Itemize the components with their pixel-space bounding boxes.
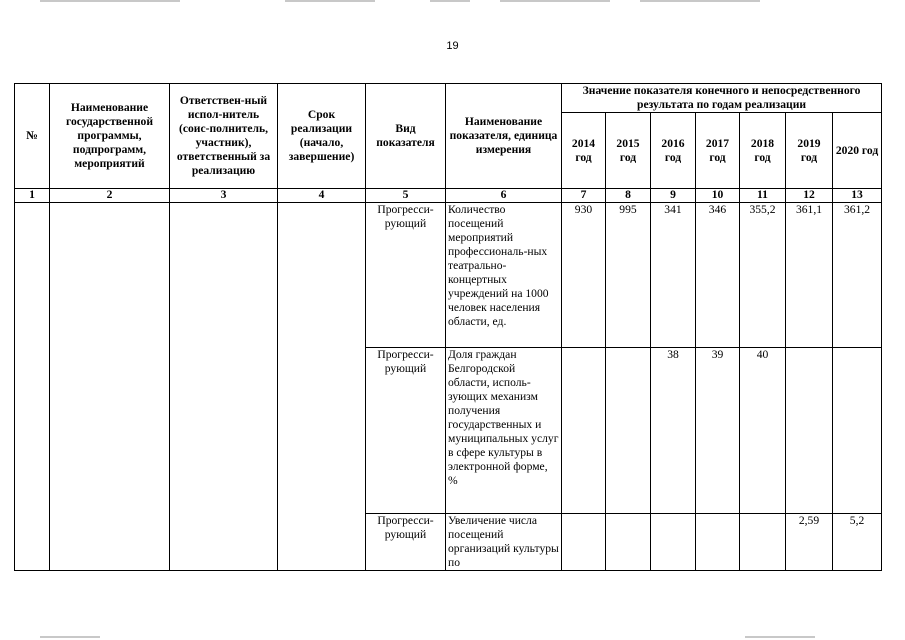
scan-edge-top-3	[430, 0, 470, 2]
header-year: 2020 год	[833, 113, 882, 189]
value-cell	[651, 514, 696, 571]
header-year: 2015 год	[606, 113, 651, 189]
value-cell	[606, 348, 651, 514]
value-cell: 5,2	[833, 514, 882, 571]
indicator-kind: Прогресси-рующий	[366, 348, 446, 514]
value-cell: 361,1	[786, 203, 833, 348]
value-cell: 995	[606, 203, 651, 348]
column-number: 9	[651, 189, 696, 203]
value-cell: 361,2	[833, 203, 882, 348]
header-num: №	[15, 84, 50, 189]
column-number: 2	[50, 189, 170, 203]
header-values-group: Значение показателя конечного и непосредственного результата по годам реализации	[562, 84, 882, 113]
column-number: 6	[446, 189, 562, 203]
column-number: 3	[170, 189, 278, 203]
header-program: Наименование государственной программы, подпрограмм, мероприятий	[50, 84, 170, 189]
indicator-name: Количество посещений мероприятий профессиональ-ных театрально-концертных учреждений на 1000 человек населения области, ед.	[446, 203, 562, 348]
cell-program-empty	[50, 203, 170, 571]
column-number-row	[15, 189, 882, 203]
value-cell: 930	[562, 203, 606, 348]
cell-period-empty	[278, 203, 366, 571]
table-row	[15, 203, 882, 348]
cell-responsible-empty	[170, 203, 278, 571]
column-number: 5	[366, 189, 446, 203]
indicator-name-text: Увеличение числа посещений организаций культуры по	[448, 514, 559, 569]
value-cell	[562, 348, 606, 514]
indicator-name: Доля граждан Белгородской области, исполь-зующих механизм получения государственных и муниципальных услуг в сфере культуры в электронной форме, %	[446, 348, 562, 514]
scan-edge-bottom-1	[40, 636, 100, 638]
value-cell: 39	[696, 348, 740, 514]
value-cell: 38	[651, 348, 696, 514]
column-number: 8	[606, 189, 651, 203]
value-cell	[562, 514, 606, 571]
scan-edge-bottom-2	[745, 636, 815, 638]
cell-num-empty	[15, 203, 50, 571]
scan-edge-top-4	[500, 0, 610, 2]
value-cell: 2,59	[786, 514, 833, 571]
value-cell: 355,2	[740, 203, 786, 348]
value-cell	[740, 514, 786, 571]
indicators-table	[14, 83, 882, 571]
indicator-kind-text: Прогресси-рующий	[377, 514, 434, 541]
scan-edge-top-1	[40, 0, 180, 2]
header-year: 2014 год	[562, 113, 606, 189]
header-year: 2016 год	[651, 113, 696, 189]
value-cell	[696, 514, 740, 571]
indicator-kind	[366, 514, 446, 571]
scan-edge-top-2	[285, 0, 375, 2]
column-number: 4	[278, 189, 366, 203]
header-year: 2017 год	[696, 113, 740, 189]
page-number: 19	[446, 40, 459, 52]
value-cell	[606, 514, 651, 571]
header-row-top	[15, 84, 882, 113]
column-number: 10	[696, 189, 740, 203]
scan-edge-top-5	[640, 0, 760, 2]
value-cell	[833, 348, 882, 514]
column-number: 1	[15, 189, 50, 203]
value-cell: 346	[696, 203, 740, 348]
column-number: 12	[786, 189, 833, 203]
column-number: 13	[833, 189, 882, 203]
value-cell: 40	[740, 348, 786, 514]
header-period: Срок реализации (начало, завершение)	[278, 84, 366, 189]
indicator-kind: Прогресси-рующий	[366, 203, 446, 348]
value-cell: 341	[651, 203, 696, 348]
column-number: 11	[740, 189, 786, 203]
value-cell	[786, 348, 833, 514]
header-year: 2018 год	[740, 113, 786, 189]
header-kind: Вид показателя	[366, 84, 446, 189]
indicator-name	[446, 514, 562, 571]
header-indicator: Наименование показателя, единица измерения	[446, 84, 562, 189]
header-responsible: Ответствен-ный испол-нитель (соис-полнитель, участник), ответственный за реализацию	[170, 84, 278, 189]
header-year: 2019 год	[786, 113, 833, 189]
column-number: 7	[562, 189, 606, 203]
